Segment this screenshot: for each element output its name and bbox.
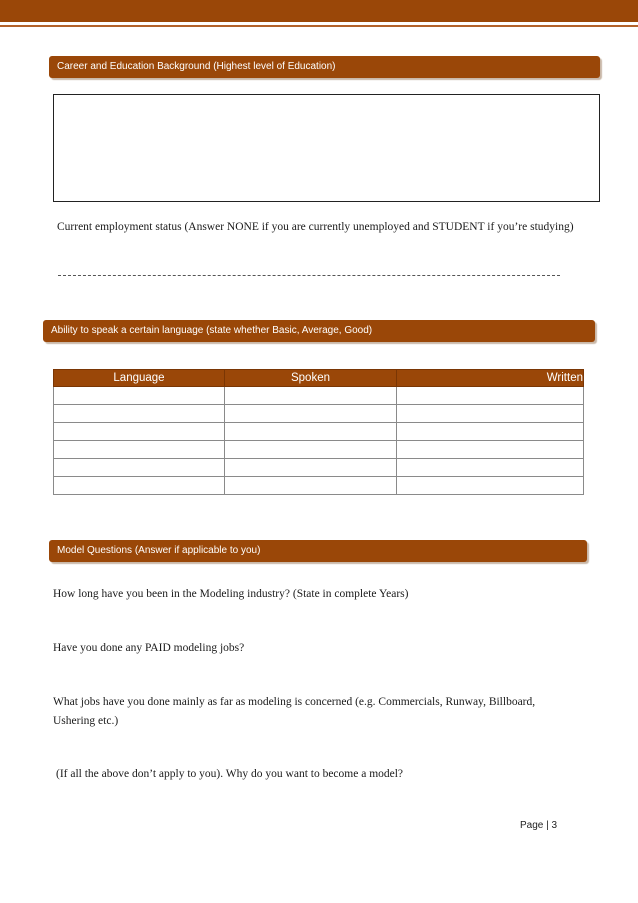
career-education-heading: Career and Education Background (Highest level of Education) <box>49 56 600 78</box>
table-row <box>54 405 584 423</box>
spoken-cell[interactable] <box>225 423 397 441</box>
language-column-header: Language <box>54 370 225 387</box>
written-column-header: Written <box>397 370 584 387</box>
table-row <box>54 477 584 495</box>
table-row <box>54 423 584 441</box>
table-row <box>54 441 584 459</box>
language-cell[interactable] <box>54 423 225 441</box>
written-cell[interactable] <box>397 387 584 405</box>
career-education-answer-box[interactable] <box>53 94 600 202</box>
written-cell[interactable] <box>397 441 584 459</box>
language-ability-heading: Ability to speak a certain language (state whether Basic, Average, Good) <box>43 320 595 342</box>
language-cell[interactable] <box>54 441 225 459</box>
modeling-jobs-question: What jobs have you done mainly as far as modeling is concerned (e.g. Commercials, Runway, Billboard, Ushering etc.) <box>53 696 536 727</box>
written-cell[interactable] <box>397 459 584 477</box>
header-rule <box>0 25 638 27</box>
page-number: Page | 3 <box>520 820 558 831</box>
modeling-years-question: How long have you been in the Modeling industry? (State in complete Years) <box>53 588 409 600</box>
model-questions-heading: Model Questions (Answer if applicable to you) <box>49 540 587 562</box>
spoken-cell[interactable] <box>225 477 397 495</box>
written-cell[interactable] <box>397 405 584 423</box>
spoken-cell[interactable] <box>225 387 397 405</box>
spoken-cell[interactable] <box>225 459 397 477</box>
language-cell[interactable] <box>54 459 225 477</box>
header-band <box>0 0 638 22</box>
why-model-question: (If all the above don’t apply to you). Why do you want to become a model? <box>56 768 404 780</box>
employment-status-prompt: Current employment status (Answer NONE if you are currently unemployed and STUDENT if you’re studying) <box>57 221 574 233</box>
employment-status-answer-line[interactable] <box>58 275 560 276</box>
language-cell[interactable] <box>54 405 225 423</box>
paid-jobs-question: Have you done any PAID modeling jobs? <box>53 642 245 654</box>
table-row <box>54 459 584 477</box>
spoken-column-header: Spoken <box>225 370 397 387</box>
language-cell[interactable] <box>54 477 225 495</box>
written-cell[interactable] <box>397 477 584 495</box>
language-cell[interactable] <box>54 387 225 405</box>
spoken-cell[interactable] <box>225 405 397 423</box>
table-row <box>54 387 584 405</box>
language-table-header-row <box>54 370 584 387</box>
written-cell[interactable] <box>397 423 584 441</box>
spoken-cell[interactable] <box>225 441 397 459</box>
language-table <box>53 369 584 495</box>
